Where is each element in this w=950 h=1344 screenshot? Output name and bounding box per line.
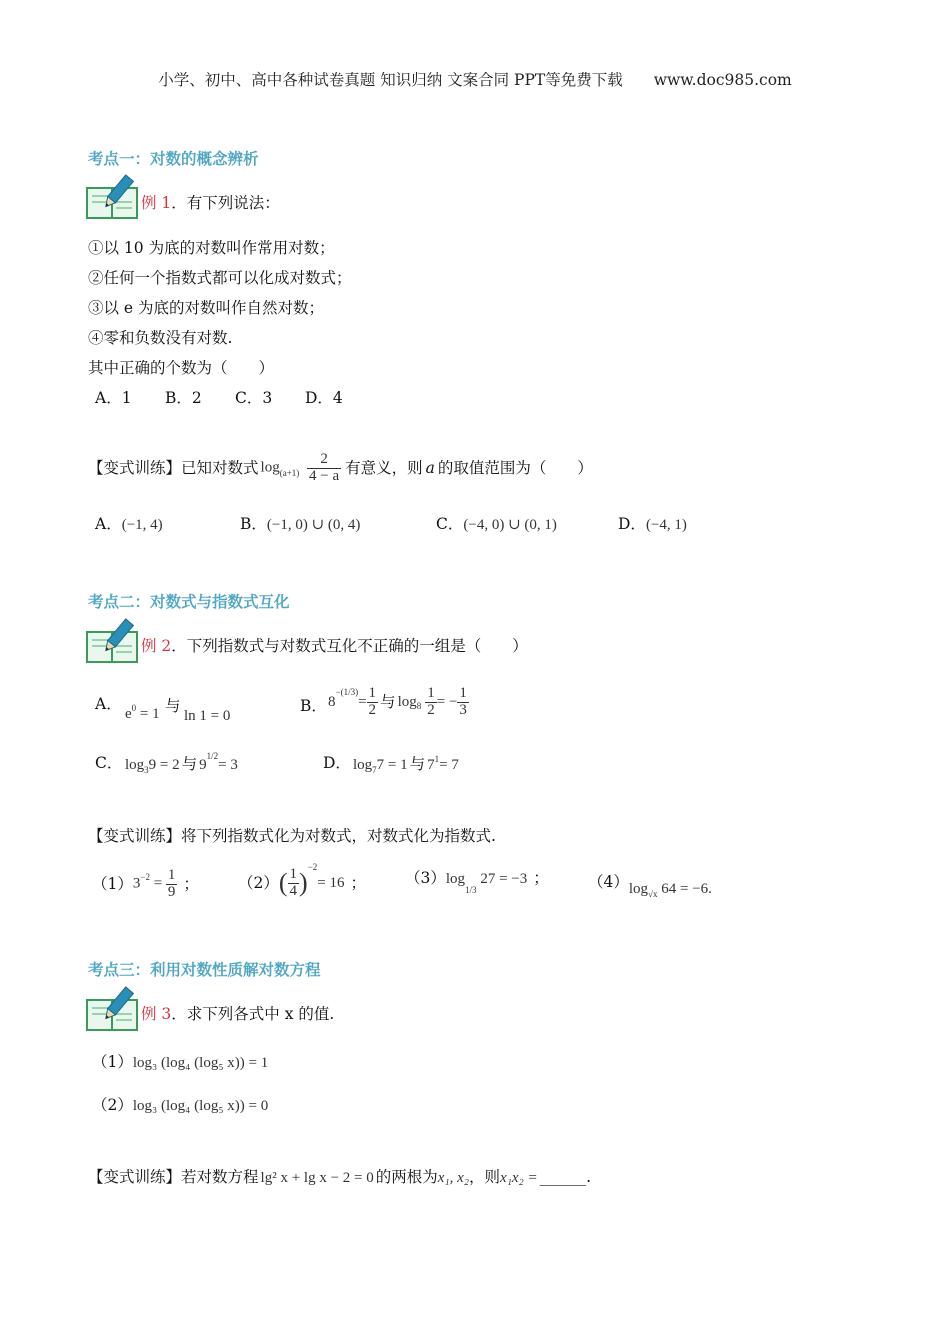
choice-math: (−1, 4) (121, 517, 163, 533)
book-pencil-icon (86, 174, 140, 220)
fraction (307, 452, 341, 485)
log-base: √x (648, 889, 658, 899)
variation-1-choice-d (618, 514, 687, 535)
exponent: 0 (131, 703, 137, 713)
equation-2: log₃ (log₄ (log₅ x)) = 0 (132, 1098, 269, 1114)
variation-3-tag: 【变式训练】 (88, 1168, 182, 1186)
ex2-option-d-math (353, 754, 459, 774)
numerator: 1 (289, 865, 298, 882)
equation-1: log₃ (log₄ (log₅ x)) = 1 (132, 1055, 269, 1071)
part-label: （2） (92, 1096, 133, 1114)
base: e (125, 706, 132, 722)
variation-2-text: 将下列指数式化为对数式，对数式化为指数式. (181, 827, 496, 845)
choice-label: A． (95, 515, 122, 533)
section-title-1: 考点一：对数的概念辨析 (88, 150, 259, 168)
variation-1-choice-a (95, 514, 163, 535)
answer-blank[interactable]: ______ (539, 1168, 587, 1186)
option-label: B． (300, 697, 327, 715)
exponent: −2 (140, 872, 150, 883)
part-label: （3） (405, 869, 446, 887)
base: 3 (132, 875, 141, 892)
choice-c: C．3 (235, 389, 273, 407)
ex2-option-a (95, 694, 122, 714)
variation-1-text-b: 有意义，则 (345, 459, 423, 478)
part-4-math (629, 879, 712, 900)
equals: = − (436, 693, 458, 710)
variation-1-formula (261, 452, 342, 485)
variation-1-choice-b (240, 514, 360, 535)
ex2-option-b-math (328, 686, 469, 719)
denominator: 3 (459, 701, 467, 718)
variation-3-text-b: 的两根为 (375, 1168, 438, 1186)
section-title-3: 考点三：利用对数性质解对数方程 (88, 961, 321, 979)
part-3-math (445, 869, 528, 895)
separator: ； (183, 875, 199, 893)
variation-3-text-a: 若对数方程 (181, 1168, 259, 1186)
variation-3-text-c: ，则 (469, 1168, 501, 1186)
example-2-line (141, 636, 528, 656)
rest: 9 = 2 (148, 757, 180, 773)
rest: 27 = −3 (476, 871, 528, 887)
log: log (353, 757, 373, 773)
choice-math: (−1, 0) ∪ (0, 4) (266, 517, 361, 533)
rest: 64 = −6 (657, 881, 709, 897)
rhs: = 3 (218, 757, 238, 773)
exponent: 1/2 (206, 751, 219, 761)
fraction-numerator: 2 (320, 451, 328, 467)
variation-1-choice-c (436, 514, 557, 535)
rhs: = 7 (439, 757, 459, 773)
fraction (367, 686, 379, 719)
roots: x₁, x₂ (437, 1170, 470, 1186)
numerator: 1 (459, 685, 467, 701)
and: 与 (380, 693, 396, 712)
example-1-prompt: 其中正确的个数为（ ） (88, 359, 275, 377)
variable-a: a (425, 459, 435, 478)
book-pencil-icon (86, 618, 140, 664)
variation-2-line (88, 826, 496, 846)
choice-math: (−4, 1) (645, 517, 687, 533)
choice-b: B．2 (165, 389, 202, 407)
ex3-part-2 (92, 1095, 268, 1116)
period: . (586, 1168, 592, 1186)
statement-3: ③以 e 为底的对数叫作自然对数； (88, 299, 325, 317)
equals: = (358, 693, 367, 710)
example-3-label: 例 3 (141, 1005, 172, 1023)
log-base: (a+1) (279, 467, 300, 478)
part-1-math (133, 868, 178, 901)
header-site[interactable]: www.doc985.com (653, 71, 792, 89)
base: 8 (328, 693, 336, 710)
part-label: （1） (92, 1053, 133, 1071)
fraction-denominator: 4 − a (309, 467, 340, 484)
log-base: 8 (416, 701, 422, 712)
example-1-question: ．有下列说法： (171, 194, 280, 212)
fraction (457, 686, 469, 719)
part-label: （2） (238, 874, 279, 892)
left-paren: ( (278, 868, 288, 897)
example-2-label: 例 2 (141, 637, 172, 655)
choice-label: B． (240, 515, 267, 533)
equals: = (149, 875, 166, 892)
separator: ； (533, 869, 549, 887)
and: 与 (409, 755, 426, 773)
variation-1-text-a: 已知对数式 (181, 459, 259, 478)
and: 与 (181, 755, 198, 773)
ex2-option-a-and: 与 (165, 697, 181, 715)
denominator: 9 (167, 883, 176, 900)
statement-2: ②任何一个指数式都可以化成对数式； (88, 269, 352, 287)
option-label: C． (95, 754, 123, 772)
option-label: A． (95, 695, 122, 713)
denominator: 2 (427, 701, 435, 718)
separator: ； (350, 874, 367, 892)
choice-d: D．4 (305, 389, 343, 407)
product: x₁x₂ = (500, 1170, 538, 1186)
part-label: （4） (588, 873, 629, 891)
denominator: 2 (368, 701, 377, 718)
variation-1-tag: 【变式训练】 (88, 459, 182, 478)
ex2-option-d (323, 753, 351, 773)
statement-4: ④零和负数没有对数. (88, 329, 233, 347)
log: log (397, 693, 417, 710)
choice-a: A．1 (95, 389, 132, 407)
choice-math: (−4, 0) ∪ (0, 1) (463, 517, 557, 533)
log-symbol: log (260, 459, 280, 476)
part-2-math (278, 862, 345, 900)
right-paren: ) (299, 868, 308, 897)
choice-label: C． (436, 515, 464, 533)
section-title-2: 考点二：对数式与指数式互化 (88, 593, 290, 611)
base: 9 (199, 757, 207, 773)
numerator: 1 (427, 685, 435, 701)
rest: 7 = 1 (376, 757, 408, 773)
exponent: −2 (307, 862, 318, 872)
log-base: 7 (372, 765, 377, 775)
variation-2-part-1 (92, 864, 199, 904)
header-text: 小学、初中、高中各种试卷真题 知识归纳 文案合同 PPT等免费下载 (158, 71, 623, 89)
variation-1-text-c: 的取值范围为（ ） (437, 459, 593, 478)
example-1-label: 例 1 (141, 194, 172, 212)
variation-2-part-4 (588, 872, 712, 899)
variation-2-part-3 (405, 868, 549, 895)
log-base: 3 (144, 765, 149, 775)
rhs: = 16 (317, 875, 345, 891)
book-pencil-icon (86, 986, 140, 1032)
fraction (166, 868, 178, 901)
example-1-line (141, 193, 280, 213)
part-label: （1） (92, 875, 133, 893)
fraction (425, 686, 437, 719)
log: log (445, 871, 466, 887)
example-2-question: ．下列指数式与对数式互化不正确的一组是（ ） (171, 637, 528, 655)
ex3-part-1 (92, 1052, 268, 1073)
log: log (628, 881, 649, 897)
choice-label: D． (618, 515, 646, 533)
example-3-question: ．求下列各式中 x 的值. (171, 1005, 335, 1023)
rhs: = 1 (136, 706, 160, 722)
example-3-line (141, 1004, 334, 1024)
exponent: 1 (434, 754, 440, 764)
statement-1: ①以 10 为底的对数叫作常用对数； (88, 239, 335, 257)
numerator: 1 (368, 685, 377, 701)
ex2-option-b (300, 696, 327, 716)
variation-3-line (88, 1167, 591, 1188)
ex2-option-c (95, 753, 122, 773)
log: log (125, 757, 145, 773)
variation-2-tag: 【变式训练】 (88, 827, 182, 845)
fraction (288, 867, 300, 900)
ex2-option-a-exp (125, 703, 160, 723)
period: . (708, 881, 712, 897)
exponent: −(1/3) (335, 687, 359, 698)
log-equation: lg² x + lg x − 2 = 0 (260, 1170, 374, 1186)
ex2-option-a-log: ln 1 = 0 (184, 708, 231, 724)
numerator: 1 (167, 866, 176, 883)
variation-2-part-2 (238, 860, 366, 906)
option-label: D． (323, 754, 351, 772)
log-base: 1/3 (465, 885, 477, 895)
page-header (0, 68, 950, 90)
ex2-option-c-math (125, 751, 238, 775)
denominator: 4 (289, 882, 298, 899)
base: 7 (427, 757, 435, 773)
variation-1-line (88, 452, 593, 485)
